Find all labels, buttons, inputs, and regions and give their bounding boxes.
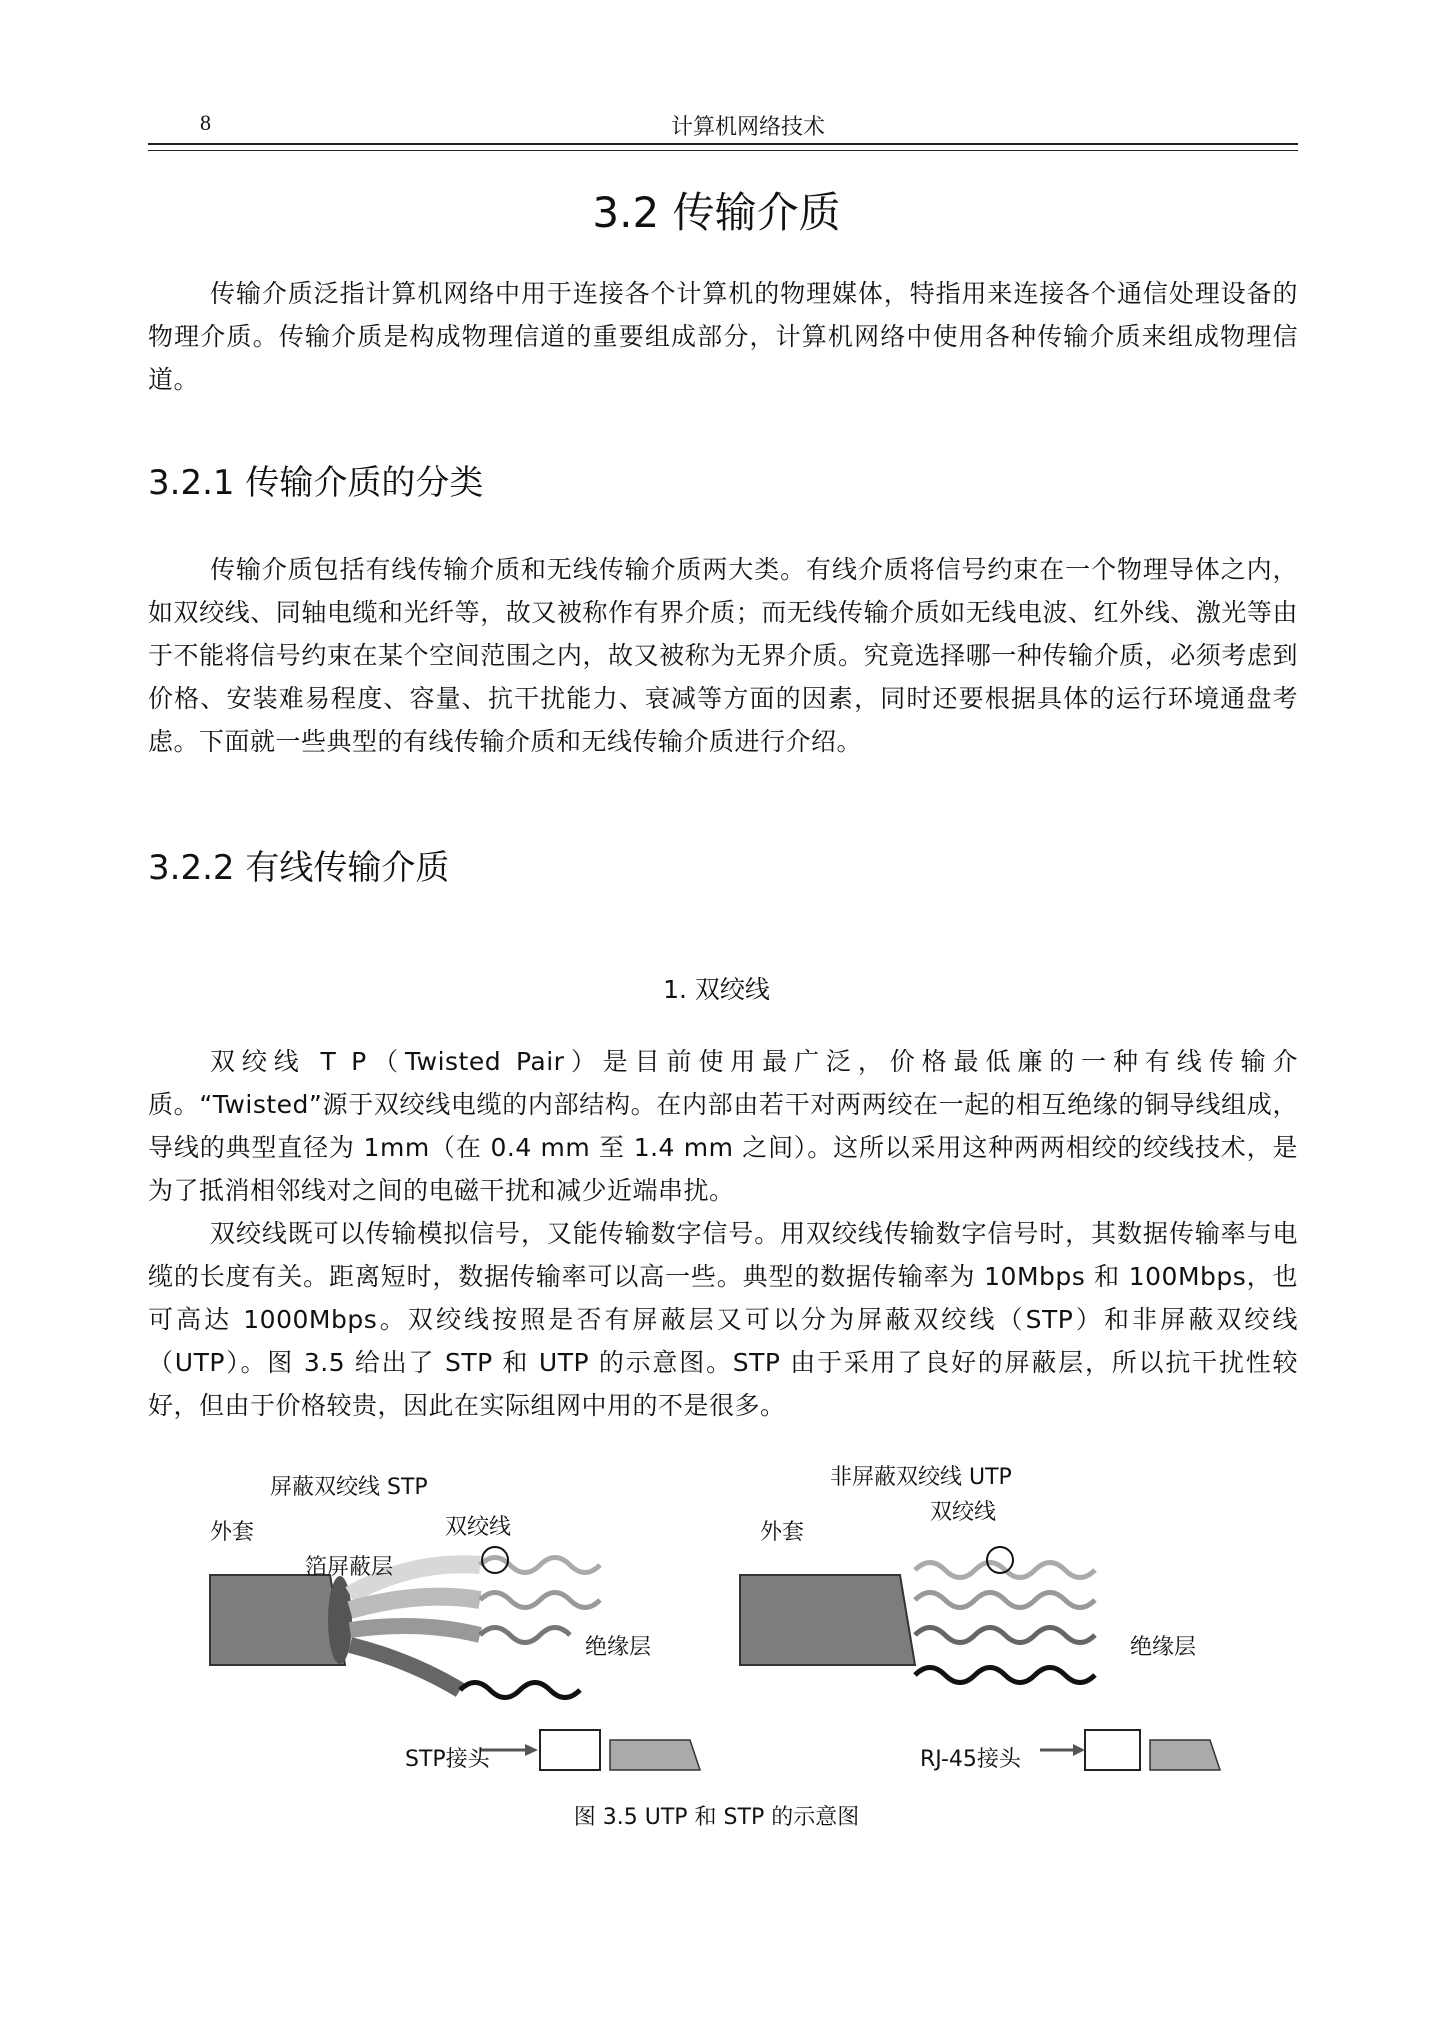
figure-stp-utp xyxy=(180,1460,1260,1790)
header-rule-thick xyxy=(148,143,1298,145)
header-rule-thin xyxy=(148,150,1298,151)
utp-insulation-label: 绝缘层 xyxy=(1130,1635,1197,1660)
stp-utp-diagram xyxy=(180,1460,1260,1790)
page-number: 8 xyxy=(200,110,211,135)
twisted-pair-para-2: 双绞线既可以传输模拟信号，又能传输数字信号。用双绞线传输数字信号时，其数据传输率与电缆的长度有关。距离短时，数据传输率可以高一些。典型的数据传输率为 10Mbps 和 100Mbps，也可高达 1000Mbps。双绞线按照是否有屏蔽层又可以分为屏蔽双绞线（STP）和非屏蔽双绞线（UTP）。图 3.5 给出了 STP 和 UTP 的示意图。STP 由于采用了良好的屏蔽层，所以抗干扰性较好，但由于价格较贵，因此在实际组网中用的不是很多。 xyxy=(148,1219,1298,1420)
stp-foil-label: 箔屏蔽层 xyxy=(305,1555,394,1580)
section-intro: 传输介质泛指计算机网络中用于连接各个计算机的物理媒体，特指用来连接各个通信处理设备的物理介质。传输介质是构成物理信道的重要组成部分，计算机网络中使用各种传输介质来组成物理信道。 xyxy=(148,279,1298,394)
figure-caption: 图 3.5 UTP 和 STP 的示意图 xyxy=(573,1805,860,1830)
running-title: 计算机网络技术 xyxy=(670,115,825,140)
utp-connector-label: RJ-45接头 xyxy=(920,1747,1021,1772)
subsection-title-classification: 3.2.1 传输介质的分类 xyxy=(148,463,484,503)
stp-title: 屏蔽双绞线 STP xyxy=(270,1475,428,1500)
section-title: 3.2 传输介质 xyxy=(592,188,841,237)
classification-body: 传输介质包括有线传输介质和无线传输介质两大类。有线介质将信号约束在一个物理导体之内，如双绞线、同轴电缆和光纤等，故又被称作有界介质；而无线传输介质如无线电波、红外线、激光等由于不能将信号约束在某个空间范围之内，故又被称为无界介质。究竟选择哪一种传输介质，必须考虑到价格、安装难易程度、容量、抗干扰能力、衰减等方面的因素，同时还要根据具体的运行环境通盘考虑。下面就一些典型的有线传输介质和无线传输介质进行介绍。 xyxy=(148,555,1298,756)
stp-insulation-label: 绝缘层 xyxy=(585,1635,652,1660)
stp-pair-label: 双绞线 xyxy=(445,1515,512,1540)
subsection-title-wired: 3.2.2 有线传输介质 xyxy=(148,848,450,888)
stp-jacket-label: 外套 xyxy=(210,1520,255,1545)
running-header xyxy=(148,110,1298,146)
utp-pair-label: 双绞线 xyxy=(930,1500,997,1525)
utp-jacket-label: 外套 xyxy=(760,1520,805,1545)
item-title-twisted-pair: 1. 双绞线 xyxy=(663,975,770,1004)
stp-connector-label: STP接头 xyxy=(405,1747,490,1772)
utp-title: 非屏蔽双绞线 UTP xyxy=(830,1465,1012,1490)
twisted-pair-para-1: 双绞线 T P（Twisted Pair）是目前使用最广泛，价格最低廉的一种有线传输介质。“Twisted”源于双绞线电缆的内部结构。在内部由若干对两两绞在一起的相互绝缘的铜导线组成，导线的典型直径为 1mm（在 0.4 mm 至 1.4 mm 之间）。这所以采用这种两两相绞的绞线技术，是为了抵消相邻线对之间的电磁干扰和减少近端串扰。 xyxy=(148,1047,1298,1205)
